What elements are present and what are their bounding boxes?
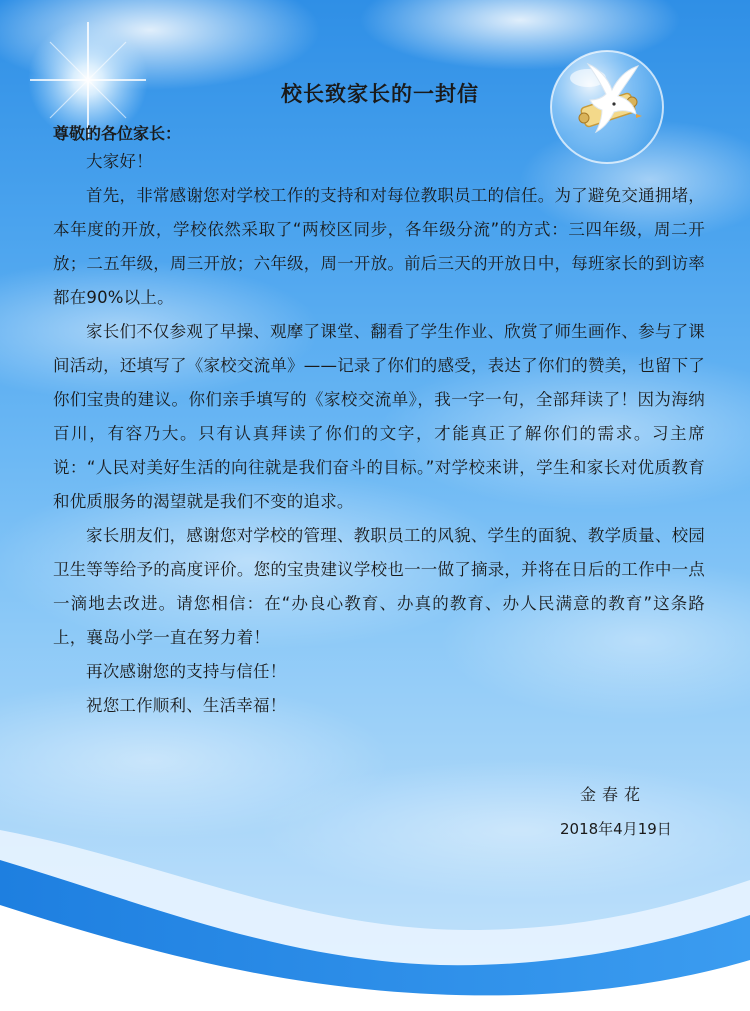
letter-paragraph: 祝您工作顺利、生活幸福！ bbox=[86, 696, 287, 715]
letter-body bbox=[53, 145, 705, 723]
signature-date: 2018年4月19日 bbox=[560, 820, 672, 838]
letter-paragraph: 首先，非常感谢您对学校工作的支持和对每位教职员工的信任。为了避免交通拥堵，本年度的开放，学校依然采取了“两校区同步，各年级分流”的方式：三四年级，周二开放；二五年级，周三开放；六年级，周一开放。前后三天的开放日中，每班家长的到访率都在90%以上。 bbox=[53, 186, 705, 307]
letter-paragraph: 大家好！ bbox=[86, 152, 153, 171]
signature-name: 金春花 bbox=[580, 785, 647, 804]
letter-paragraph: 家长朋友们，感谢您对学校的管理、教职员工的风貌、学生的面貌、教学质量、校园卫生等等给予的高度评价。您的宝贵建议学校也一一做了摘录，并将在日后的工作中一点一滴地去改进。请您相信：在“办良心教育、办真的教育、办人民满意的教育”这条路上，襄岛小学一直在努力着！ bbox=[53, 526, 705, 647]
letter-title: 校长致家长的一封信 bbox=[281, 82, 479, 106]
letter-paragraph: 家长们不仅参观了早操、观摩了课堂、翻看了学生作业、欣赏了师生画作、参与了课间活动，还填写了《家校交流单》——记录了你们的感受，表达了你们的赞美，也留下了你们宝贵的建议。你们亲手填写的《家校交流单》，我一字一句，全部拜读了！因为海纳百川，有容乃大。只有认真拜读了你们的文字，才能真正了解你们的需求。习主席说：“人民对美好生活的向往就是我们奋斗的目标。”对学校来讲，学生和家长对优质教育和优质服务的渴望就是我们不变的追求。 bbox=[53, 322, 705, 511]
letter-paragraph: 再次感谢您的支持与信任！ bbox=[86, 662, 287, 681]
letter-salutation: 尊敬的各位家长： bbox=[53, 124, 182, 143]
